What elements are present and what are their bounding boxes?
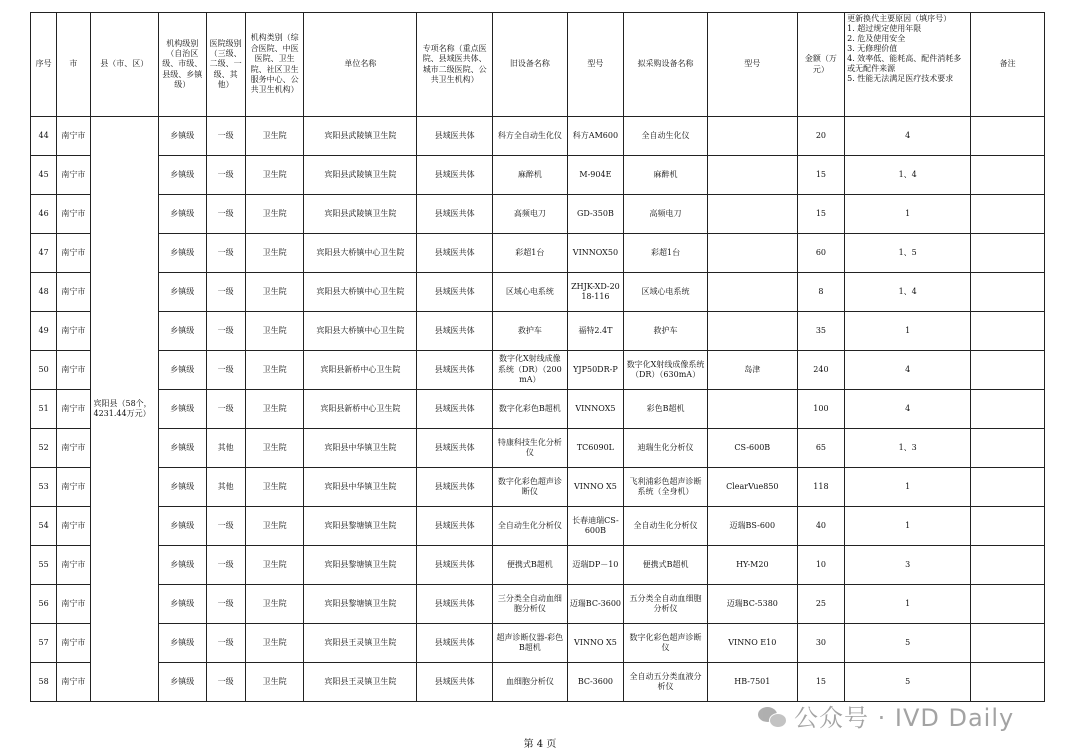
cell-reason: 1: [845, 195, 971, 234]
cell-new-equip: 全自动五分类血液分析仪: [624, 663, 708, 702]
cell-project: 县域医共体: [417, 546, 493, 585]
cell-unit: 宾阳县黎塘镇卫生院: [304, 585, 417, 624]
cell-amount: 40: [797, 507, 844, 546]
cell-amount: 15: [797, 663, 844, 702]
cell-old-model: YJP50DR-P: [567, 351, 624, 390]
cell-city: 南宁市: [57, 117, 90, 156]
cell-note: [971, 624, 1045, 663]
cell-hosp-level: 其他: [206, 429, 245, 468]
col-note: 备注: [971, 13, 1045, 117]
col-hosp-level: 医院级别（三级、二级、一级、其他）: [206, 13, 245, 117]
cell-new-model: CS-600B: [707, 429, 797, 468]
cell-amount: 60: [797, 234, 844, 273]
cell-hosp-level: 一级: [206, 234, 245, 273]
cell-inst-type: 卫生院: [245, 156, 304, 195]
cell-seq: 58: [31, 663, 57, 702]
cell-project: 县域医共体: [417, 273, 493, 312]
cell-project: 县域医共体: [417, 585, 493, 624]
cell-hosp-level: 一级: [206, 546, 245, 585]
table-row: [31, 390, 1045, 429]
cell-project: 县域医共体: [417, 234, 493, 273]
cell-hosp-level: 一级: [206, 585, 245, 624]
cell-hosp-level: 其他: [206, 468, 245, 507]
cell-city: 南宁市: [57, 195, 90, 234]
col-county: 县（市、区）: [90, 13, 159, 117]
col-amount: 金额（万元）: [797, 13, 844, 117]
cell-city: 南宁市: [57, 507, 90, 546]
cell-reason: 1、5: [845, 234, 971, 273]
cell-inst-type: 卫生院: [245, 273, 304, 312]
cell-seq: 48: [31, 273, 57, 312]
cell-project: 县域医共体: [417, 663, 493, 702]
cell-reason: 1、4: [845, 273, 971, 312]
cell-old-model: VINNO X5: [567, 624, 624, 663]
cell-inst-level: 乡镇级: [159, 468, 206, 507]
cell-amount: 240: [797, 351, 844, 390]
cell-old-equip: 高频电刀: [493, 195, 568, 234]
table-row: [31, 117, 1045, 156]
cell-unit: 宾阳县大桥镇中心卫生院: [304, 234, 417, 273]
table-row: [31, 507, 1045, 546]
cell-note: [971, 117, 1045, 156]
cell-project: 县域医共体: [417, 156, 493, 195]
cell-old-equip: 数字化彩色超声诊断仪: [493, 468, 568, 507]
cell-city: 南宁市: [57, 351, 90, 390]
cell-amount: 20: [797, 117, 844, 156]
cell-old-model: TC6090L: [567, 429, 624, 468]
cell-old-equip: 区域心电系统: [493, 273, 568, 312]
table-row: [31, 351, 1045, 390]
cell-inst-level: 乡镇级: [159, 234, 206, 273]
cell-reason: 5: [845, 663, 971, 702]
cell-inst-type: 卫生院: [245, 234, 304, 273]
cell-unit: 宾阳县武陵镇卫生院: [304, 117, 417, 156]
cell-old-model: 迈瑞BC-3600: [567, 585, 624, 624]
cell-hosp-level: 一级: [206, 624, 245, 663]
cell-project: 县域医共体: [417, 624, 493, 663]
cell-old-equip: 数字化彩色B超机: [493, 390, 568, 429]
cell-new-equip: 彩超1台: [624, 234, 708, 273]
cell-city: 南宁市: [57, 624, 90, 663]
cell-old-model: VINNO X5: [567, 468, 624, 507]
cell-inst-type: 卫生院: [245, 117, 304, 156]
cell-new-model: [707, 390, 797, 429]
cell-city: 南宁市: [57, 429, 90, 468]
cell-old-model: BC-3600: [567, 663, 624, 702]
cell-inst-type: 卫生院: [245, 351, 304, 390]
cell-old-model: 福特2.4T: [567, 312, 624, 351]
cell-hosp-level: 一级: [206, 507, 245, 546]
header-row: [31, 13, 1045, 117]
table-row: [31, 195, 1045, 234]
cell-seq: 53: [31, 468, 57, 507]
cell-inst-level: 乡镇级: [159, 390, 206, 429]
cell-seq: 52: [31, 429, 57, 468]
cell-new-equip: 彩色B超机: [624, 390, 708, 429]
cell-new-model: 迈瑞BS-600: [707, 507, 797, 546]
cell-inst-level: 乡镇级: [159, 156, 206, 195]
reason-line: 4. 效率低、能耗高、配件消耗多或无配件来源: [847, 54, 962, 73]
cell-inst-level: 乡镇级: [159, 585, 206, 624]
cell-new-equip: 便携式B超机: [624, 546, 708, 585]
cell-reason: 1、3: [845, 429, 971, 468]
table-row: [31, 663, 1045, 702]
cell-inst-level: 乡镇级: [159, 429, 206, 468]
cell-new-equip: 救护车: [624, 312, 708, 351]
cell-new-model: [707, 117, 797, 156]
cell-note: [971, 507, 1045, 546]
cell-amount: 10: [797, 546, 844, 585]
cell-unit: 宾阳县王灵镇卫生院: [304, 663, 417, 702]
cell-hosp-level: 一级: [206, 390, 245, 429]
cell-reason: 4: [845, 117, 971, 156]
cell-old-equip: 三分类全自动血细胞分析仪: [493, 585, 568, 624]
col-unit: 单位名称: [304, 13, 417, 117]
cell-new-equip: 全自动生化分析仪: [624, 507, 708, 546]
cell-hosp-level: 一级: [206, 312, 245, 351]
cell-hosp-level: 一级: [206, 195, 245, 234]
page-number: 第 4 页: [523, 739, 557, 750]
cell-amount: 30: [797, 624, 844, 663]
cell-new-model: 迈瑞BC-5380: [707, 585, 797, 624]
cell-old-equip: 全自动生化分析仪: [493, 507, 568, 546]
cell-new-equip: 飞利浦彩色超声诊断系统（全身机）: [624, 468, 708, 507]
cell-note: [971, 195, 1045, 234]
col-reason: [845, 13, 971, 117]
cell-seq: 46: [31, 195, 57, 234]
cell-old-equip: 便携式B超机: [493, 546, 568, 585]
cell-unit: 宾阳县新桥中心卫生院: [304, 390, 417, 429]
cell-new-equip: 区域心电系统: [624, 273, 708, 312]
cell-project: 县域医共体: [417, 117, 493, 156]
cell-unit: 宾阳县中华镇卫生院: [304, 468, 417, 507]
cell-reason: 5: [845, 624, 971, 663]
equipment-table: [30, 12, 1045, 702]
cell-old-model: 长春迪瑞CS-600B: [567, 507, 624, 546]
cell-hosp-level: 一级: [206, 351, 245, 390]
cell-note: [971, 390, 1045, 429]
cell-seq: 56: [31, 585, 57, 624]
cell-note: [971, 468, 1045, 507]
cell-amount: 65: [797, 429, 844, 468]
cell-note: [971, 156, 1045, 195]
cell-new-model: [707, 234, 797, 273]
cell-project: 县域医共体: [417, 429, 493, 468]
cell-note: [971, 585, 1045, 624]
watermark-text: 公众号 · IVD Daily: [794, 704, 1015, 732]
cell-new-equip: 迪瑞生化分析仪: [624, 429, 708, 468]
cell-unit: 宾阳县大桥镇中心卫生院: [304, 273, 417, 312]
cell-amount: 100: [797, 390, 844, 429]
table-row: [31, 429, 1045, 468]
cell-inst-type: 卫生院: [245, 663, 304, 702]
cell-inst-level: 乡镇级: [159, 351, 206, 390]
col-inst-type: 机构类别（综合医院、中医医院、卫生院、社区卫生服务中心、公共卫生机构）: [245, 13, 304, 117]
col-seq: 序号: [31, 13, 57, 117]
cell-inst-level: 乡镇级: [159, 546, 206, 585]
cell-old-model: ZHJK-XD-2018-116: [567, 273, 624, 312]
cell-project: 县域医共体: [417, 468, 493, 507]
cell-project: 县域医共体: [417, 195, 493, 234]
cell-seq: 50: [31, 351, 57, 390]
table-row: [31, 273, 1045, 312]
col-city: 市: [57, 13, 90, 117]
cell-old-model: M-904E: [567, 156, 624, 195]
cell-new-equip: 五分类全自动血细胞分析仪: [624, 585, 708, 624]
cell-city: 南宁市: [57, 234, 90, 273]
cell-reason: 1: [845, 507, 971, 546]
cell-new-model: ClearVue850: [707, 468, 797, 507]
col-new-model: 型号: [707, 13, 797, 117]
cell-city: 南宁市: [57, 468, 90, 507]
cell-inst-level: 乡镇级: [159, 663, 206, 702]
cell-amount: 15: [797, 156, 844, 195]
cell-old-equip: 超声诊断仪器-彩色B超机: [493, 624, 568, 663]
cell-unit: 宾阳县黎塘镇卫生院: [304, 507, 417, 546]
cell-old-model: VINNOX50: [567, 234, 624, 273]
table-row: [31, 546, 1045, 585]
cell-project: 县域医共体: [417, 390, 493, 429]
cell-old-model: 科方AM600: [567, 117, 624, 156]
cell-new-equip: 麻醉机: [624, 156, 708, 195]
cell-new-model: 岛津: [707, 351, 797, 390]
cell-old-model: 迈瑞DP－10: [567, 546, 624, 585]
col-old-model: 型号: [567, 13, 624, 117]
cell-unit: 宾阳县武陵镇卫生院: [304, 195, 417, 234]
cell-unit: 宾阳县中华镇卫生院: [304, 429, 417, 468]
cell-amount: 35: [797, 312, 844, 351]
cell-reason: 3: [845, 546, 971, 585]
cell-note: [971, 429, 1045, 468]
cell-seq: 49: [31, 312, 57, 351]
cell-amount: 118: [797, 468, 844, 507]
cell-unit: 宾阳县王灵镇卫生院: [304, 624, 417, 663]
cell-old-equip: 科方全自动生化仪: [493, 117, 568, 156]
cell-new-model: HB-7501: [707, 663, 797, 702]
cell-new-model: [707, 273, 797, 312]
cell-reason: 1、4: [845, 156, 971, 195]
cell-new-equip: 全自动生化仪: [624, 117, 708, 156]
cell-inst-type: 卫生院: [245, 468, 304, 507]
cell-hosp-level: 一级: [206, 663, 245, 702]
cell-inst-level: 乡镇级: [159, 507, 206, 546]
cell-reason: 4: [845, 390, 971, 429]
cell-inst-type: 卫生院: [245, 624, 304, 663]
cell-note: [971, 273, 1045, 312]
cell-note: [971, 546, 1045, 585]
col-project: 专项名称（重点医院、县域医共体、城市二级医院、公共卫生机构）: [417, 13, 493, 117]
col-inst-level: 机构级别（自治区级、市级、县级、乡镇级）: [159, 13, 206, 117]
cell-city: 南宁市: [57, 585, 90, 624]
cell-amount: 25: [797, 585, 844, 624]
cell-reason: 4: [845, 351, 971, 390]
cell-inst-type: 卫生院: [245, 312, 304, 351]
cell-city: 南宁市: [57, 312, 90, 351]
cell-inst-level: 乡镇级: [159, 117, 206, 156]
cell-old-equip: 彩超1台: [493, 234, 568, 273]
cell-county: 宾阳县（58个，4231.44万元）: [90, 117, 159, 702]
cell-inst-level: 乡镇级: [159, 312, 206, 351]
reason-line: 3. 无修理价值: [847, 44, 898, 53]
col-old-equip: 旧设备名称: [493, 13, 568, 117]
cell-inst-type: 卫生院: [245, 585, 304, 624]
cell-old-equip: 救护车: [493, 312, 568, 351]
cell-old-model: GD-350B: [567, 195, 624, 234]
cell-seq: 57: [31, 624, 57, 663]
reason-line: 1. 超过规定使用年限: [847, 24, 922, 33]
reason-line: 5. 性能无法满足医疗技术要求: [847, 74, 954, 83]
cell-unit: 宾阳县新桥中心卫生院: [304, 351, 417, 390]
cell-new-model: [707, 312, 797, 351]
cell-new-equip: 数字化X射线成像系统（DR）（630mA）: [624, 351, 708, 390]
cell-inst-type: 卫生院: [245, 429, 304, 468]
table-row: [31, 312, 1045, 351]
cell-old-equip: 血细胞分析仪: [493, 663, 568, 702]
cell-city: 南宁市: [57, 156, 90, 195]
cell-inst-type: 卫生院: [245, 195, 304, 234]
watermark: [758, 698, 1014, 733]
cell-city: 南宁市: [57, 390, 90, 429]
cell-project: 县域医共体: [417, 507, 493, 546]
table-row: [31, 156, 1045, 195]
cell-hosp-level: 一级: [206, 273, 245, 312]
table-row: [31, 624, 1045, 663]
cell-unit: 宾阳县武陵镇卫生院: [304, 156, 417, 195]
cell-unit: 宾阳县大桥镇中心卫生院: [304, 312, 417, 351]
cell-old-equip: 数字化X射线成像系统（DR）（200mA）: [493, 351, 568, 390]
cell-note: [971, 351, 1045, 390]
cell-new-model: [707, 156, 797, 195]
cell-project: 县域医共体: [417, 351, 493, 390]
cell-project: 县域医共体: [417, 312, 493, 351]
cell-hosp-level: 一级: [206, 117, 245, 156]
cell-amount: 8: [797, 273, 844, 312]
cell-inst-level: 乡镇级: [159, 195, 206, 234]
cell-note: [971, 234, 1045, 273]
table-row: [31, 468, 1045, 507]
reason-line: 2. 危及使用安全: [847, 34, 906, 43]
cell-seq: 45: [31, 156, 57, 195]
cell-inst-level: 乡镇级: [159, 624, 206, 663]
cell-note: [971, 663, 1045, 702]
cell-new-model: VINNO E10: [707, 624, 797, 663]
cell-city: 南宁市: [57, 546, 90, 585]
col-new-equip: 拟采购设备名称: [624, 13, 708, 117]
cell-inst-type: 卫生院: [245, 390, 304, 429]
cell-reason: 1: [845, 585, 971, 624]
cell-old-equip: 特康科技生化分析仪: [493, 429, 568, 468]
cell-new-model: [707, 195, 797, 234]
cell-new-equip: 高频电刀: [624, 195, 708, 234]
cell-seq: 51: [31, 390, 57, 429]
cell-inst-level: 乡镇级: [159, 273, 206, 312]
cell-old-equip: 麻醉机: [493, 156, 568, 195]
table-row: [31, 585, 1045, 624]
cell-inst-type: 卫生院: [245, 546, 304, 585]
cell-seq: 55: [31, 546, 57, 585]
cell-new-model: HY-M20: [707, 546, 797, 585]
cell-old-model: VINNOX5: [567, 390, 624, 429]
cell-city: 南宁市: [57, 663, 90, 702]
cell-new-equip: 数字化彩色超声诊断仪: [624, 624, 708, 663]
wechat-icon: [758, 704, 788, 728]
cell-city: 南宁市: [57, 273, 90, 312]
cell-seq: 47: [31, 234, 57, 273]
cell-seq: 44: [31, 117, 57, 156]
cell-unit: 宾阳县黎塘镇卫生院: [304, 546, 417, 585]
cell-note: [971, 312, 1045, 351]
cell-seq: 54: [31, 507, 57, 546]
cell-reason: 1: [845, 312, 971, 351]
cell-amount: 15: [797, 195, 844, 234]
cell-reason: 1: [845, 468, 971, 507]
reason-title: 更新换代主要原因（填序号）: [847, 14, 952, 23]
cell-hosp-level: 一级: [206, 156, 245, 195]
table-row: [31, 234, 1045, 273]
cell-inst-type: 卫生院: [245, 507, 304, 546]
